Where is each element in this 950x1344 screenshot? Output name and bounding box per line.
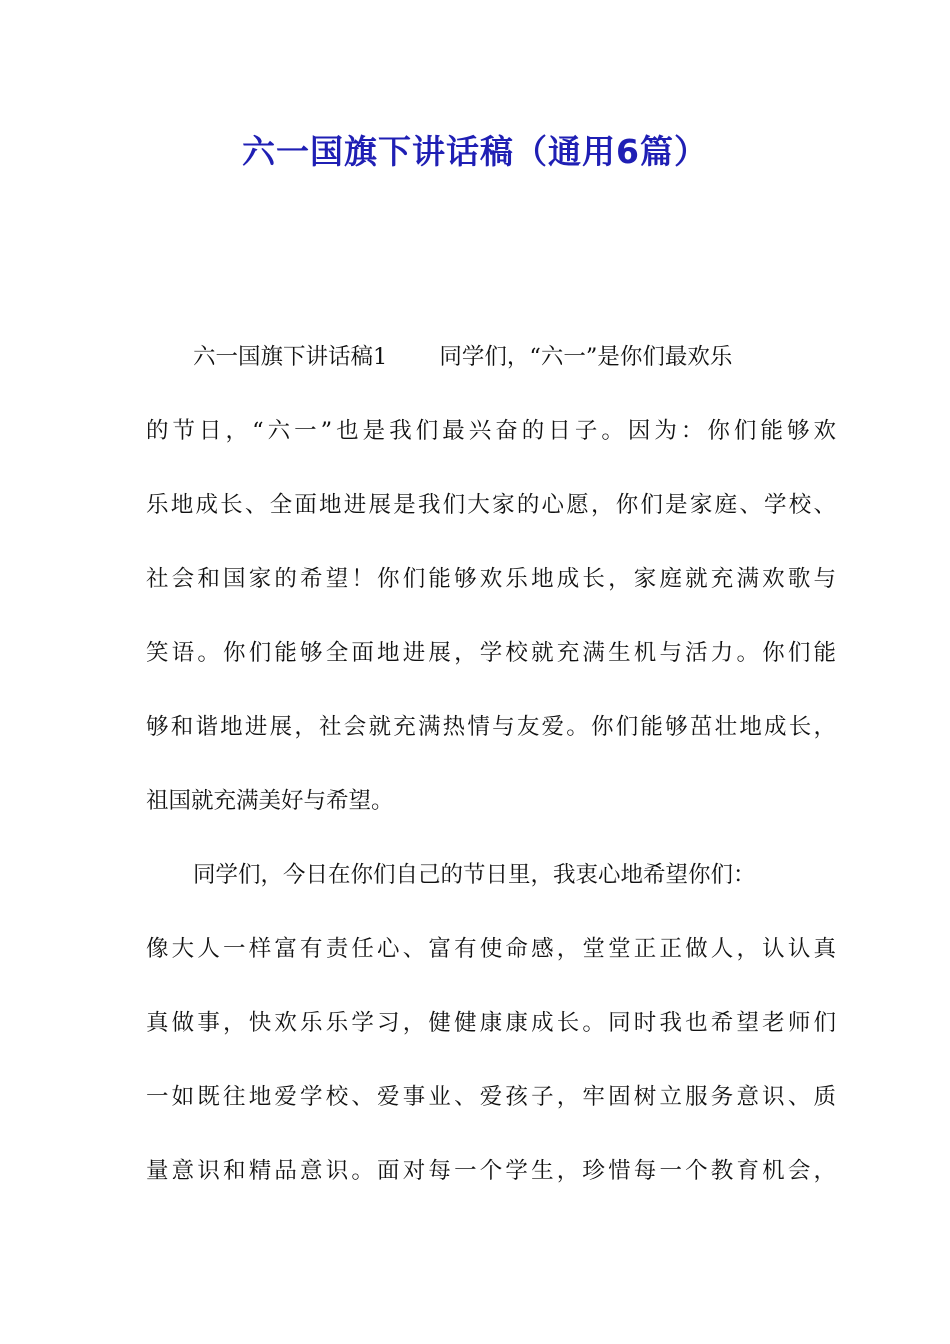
paragraph-line: 社会和国家的希望！你们能够欢乐地成长，家庭就充满欢歌与 <box>146 566 836 592</box>
paragraph-1 <box>146 320 836 838</box>
paragraph-line: 乐地成长、全面地进展是我们大家的心愿，你们是家庭、学校、 <box>146 492 836 518</box>
paragraph-line: 笑语。你们能够全面地进展，学校就充满生机与活力。你们能 <box>146 640 836 666</box>
paragraph-line: 一如既往地爱学校、爱事业、爱孩子，牢固树立服务意识、质 <box>146 1084 836 1110</box>
paragraph-line: 量意识和精品意识。面对每一个学生，珍惜每一个教育机会， <box>146 1158 836 1184</box>
paragraph-line: 像大人一样富有责任心、富有使命感，堂堂正正做人，认认真 <box>146 936 836 962</box>
document-title: 六一国旗下讲话稿（通用6篇） <box>242 132 708 171</box>
paragraph-line: 够和谐地进展，社会就充满热情与友爱。你们能够茁壮地成长， <box>146 714 836 740</box>
paragraph-line: 祖国就充满美好与希望。 <box>146 788 394 814</box>
paragraph-line-text: 同学们，“六一”是你们最欢乐 <box>439 344 733 370</box>
document-body <box>146 320 836 1208</box>
paragraph-2 <box>146 838 836 1208</box>
paragraph-line: 真做事，快欢乐乐学习，健健康康成长。同时我也希望老师们 <box>146 1010 836 1036</box>
section-heading: 六一国旗下讲话稿1 <box>193 344 388 370</box>
paragraph-line <box>146 320 836 394</box>
paragraph-line: 同学们，今日在你们自己的节日里，我衷心地希望你们： <box>193 862 756 888</box>
paragraph-line: 的节日，“六一”也是我们最兴奋的日子。因为：你们能够欢 <box>146 418 836 444</box>
